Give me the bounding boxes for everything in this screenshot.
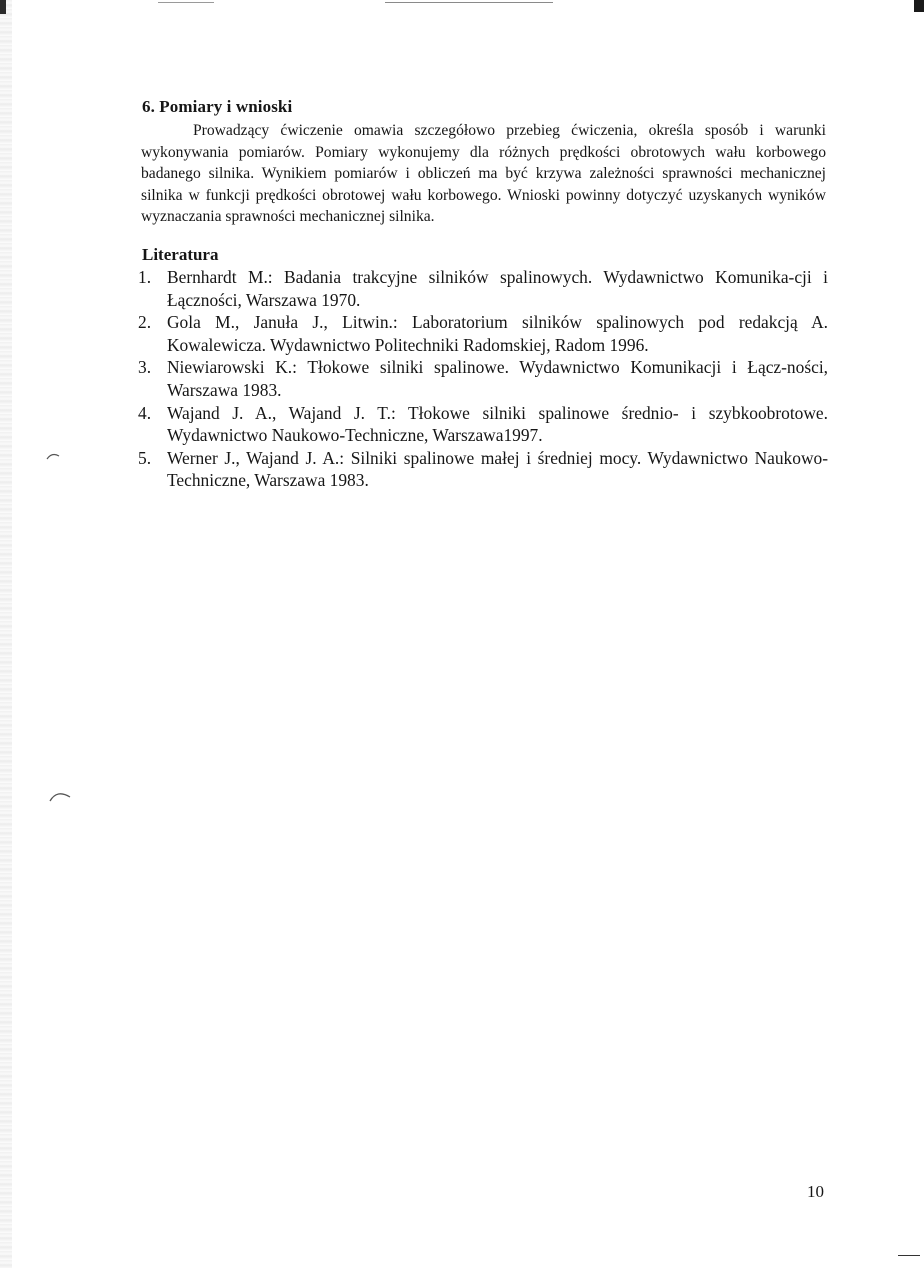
- page-number: 10: [807, 1182, 824, 1201]
- reference-text: Werner J., Wajand J. A.: Silniki spalinowe małej i średniej mocy. Wydawnictwo Naukowo-Techniczne, Warszawa 1983.: [167, 447, 828, 491]
- reference-list: [138, 266, 828, 492]
- reference-number: 1.: [138, 267, 152, 287]
- scan-line-artifact: [385, 2, 553, 3]
- reference-text: Niewiarowski K.: Tłokowe silniki spalinowe. Wydawnictwo Komunikacji i Łącz-ności, Warszawa 1983.: [167, 357, 828, 400]
- scan-line-artifact: [898, 1255, 920, 1256]
- punch-hole-mark: [46, 451, 62, 461]
- reference-item: [138, 311, 828, 356]
- punch-hole-mark: [48, 789, 64, 799]
- literature-heading: Literatura: [142, 245, 219, 264]
- reference-number: 2.: [138, 312, 152, 333]
- scan-corner-mark: [914, 0, 924, 12]
- reference-text: Bernhardt M.: Badania trakcyjne silników spalinowych. Wydawnictwo Komunika-cji i Łączności, Warszawa 1970.: [167, 267, 828, 310]
- reference-number: 3.: [138, 357, 152, 378]
- reference-text: Wajand J. A., Wajand J. T.: Tłokowe silniki spalinowe średnio- i szybkoobrotowe. Wydawnictwo Naukowo-Techniczne, Warszawa1997.: [167, 402, 828, 446]
- reference-item: [138, 356, 828, 401]
- reference-item: [138, 402, 828, 447]
- scan-corner-mark: [0, 0, 6, 14]
- reference-item: [138, 266, 828, 311]
- section-heading: 6. Pomiary i wnioski: [142, 97, 293, 116]
- reference-item: [138, 447, 828, 492]
- reference-number: 5.: [138, 447, 152, 468]
- reference-number: 4.: [138, 402, 152, 423]
- reference-text: Gola M., Januła J., Litwin.: Laboratorium silników spalinowych pod redakcją A. Kowalewicza. Wydawnictwo Politechniki Radomskiej, Radom 1996.: [167, 312, 828, 355]
- scan-line-artifact: [158, 2, 214, 3]
- scan-edge-artifact: [0, 0, 12, 1268]
- section-paragraph: Prowadzący ćwiczenie omawia szczegółowo przebieg ćwiczenia, określa sposób i warunki wykonywania pomiarów. Pomiary wykonujemy dla różnych prędkości obrotowych wału korbowego badanego silnika. Wynikiem pomiarów i obliczeń ma być krzywa zależności sprawności mechanicznej silnika w funkcji prędkości obrotowej wału korbowego. Wnioski powinny dotyczyć uzyskanych wyników wyznaczania sprawności mechanicznej silnika.: [141, 122, 826, 225]
